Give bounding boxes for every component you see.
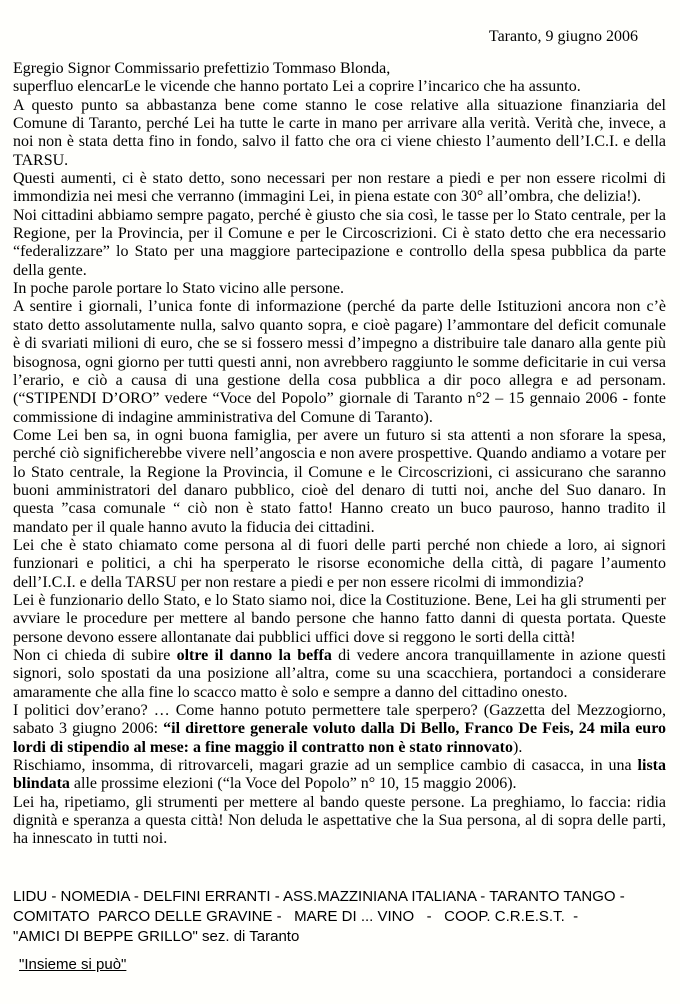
- text-run: Lei che è stato chiamato come persona al di fuori delle parti perché non chiede a loro, ai signori funzionari e politici, a chi ha sperperato le risorse economiche della città, di pagare l’aumento dell’I.C.I. e della TARSU per non restare a piedi e per non essere ricolmi di immondizia?: [13, 536, 666, 591]
- paragraph: [13, 794, 666, 849]
- organization-line: LIDU - NOMEDIA - DELFINI ERRANTI - ASS.MAZZINIANA ITALIANA - TARANTO TANGO -: [13, 887, 625, 905]
- bold-text-run: lista blindata: [13, 757, 666, 793]
- text-run: Egregio Signor Commissario prefettizio Tommaso Blonda,: [13, 60, 391, 77]
- paragraph: [13, 280, 666, 298]
- paragraph: [13, 207, 666, 280]
- paragraph: [13, 60, 666, 78]
- text-run: A questo punto sa abbastanza bene come stanno le cose relative alla situazione finanziaria del Comune di Taranto, perché Lei ha tutte le carte in mano per arrivare alla verità. Verità che, invece, a noi non è stata detta fino in fondo, salvo il fatto che ora ci viene chiesto l’aumento dell’I.C.I. e della TARSU.: [13, 96, 666, 169]
- text-run: ).: [512, 738, 523, 756]
- date-line: Taranto, 9 giugno 2006: [488, 28, 638, 45]
- text-run: Non ci chieda di subire: [13, 647, 177, 664]
- text-run: Lei è funzionario dello Stato, e lo Stato siamo noi, dice la Costituzione. Bene, Lei ha gli strumenti per avviare le procedure per mettere al bando persone che hanno fatto danni di questa portata. Queste persone devono essere allontanate dai pubblici uffici dove si reggono le sorti della città!: [13, 591, 666, 646]
- paragraph: [13, 170, 666, 207]
- footer-organizations: [13, 887, 666, 947]
- text-run: A sentire i giornali, l’unica fonte di informazione (perché da parte delle Istituzioni ancora non c’è stato detto assolutamente nulla, salvo quanto sopra, e cioè pagare) l’ammontare del deficit comunale è di svariati milioni di euro, che se si fossero messi d’impegno a distribuire tale danaro alla gente più bisognosa, ogni giorno per tutti questi anni, non avrebbero raggiunto le somme deficitarie in cui versa l’erario, e ciò a causa di una gestione della cosa pubblica a dir poco allegra e ad personam. (“STIPENDI D’ORO” vedere “Voce del Popolo” giornale di Taranto n°2 – 15 gennaio 2006 - fonte commissione di indagine amministrativa del Comune di Taranto).: [13, 298, 666, 426]
- text-run: alle prossime elezioni (“la Voce del Popolo” n° 10, 15 maggio 2006).: [69, 775, 517, 793]
- text-run: I politici dov’erano? … Come hanno potuto permettere tale sperpero? (Gazzetta del Mezzogiorno, sabato 3 giugno 2006:: [13, 702, 666, 738]
- paragraph: [13, 427, 666, 537]
- text-run: Lei ha, ripetiamo, gli strumenti per mettere al bando queste persone. La preghiamo, lo faccia: ridia dignità e speranza a questa città! Non deluda le aspettative che la Sua persona, al di sopra delle parti, ha innescato in tutti noi.: [13, 793, 666, 848]
- bold-text-run: oltre il danno la beffa: [176, 647, 332, 664]
- paragraph: [13, 702, 666, 757]
- text-run: Questi aumenti, ci è stato detto, sono necessari per non restare a piedi e per non essere ricolmi di immondizia nei mesi che verranno (immagini Lei, in piena estate con 30° all’ombra, che delizia!).: [13, 170, 666, 206]
- paragraph: [13, 592, 666, 647]
- paragraph: [13, 757, 666, 794]
- text-run: Noi cittadini abbiamo sempre pagato, perché è giusto che sia così, le tasse per lo Stato centrale, per la Regione, per la Provincia, per il Comune e per le Circoscrizioni. Ci è stato detto che era necessario “federalizzare” lo Stato per una maggiore partecipazione e controllo della spesa pubblica da parte della gente.: [13, 206, 666, 279]
- paragraph: [13, 647, 666, 702]
- organization-line: COMITATO PARCO DELLE GRAVINE - MARE DI ... VINO - COOP. C.R.E.S.T. -: [13, 907, 579, 925]
- paragraph: [13, 97, 666, 170]
- text-run: Rischiamo, insomma, di ritrovarceli, magari grazie ad un semplice cambio di casacca, in una: [13, 757, 638, 775]
- slogan-line: [13, 955, 666, 975]
- organization-line: "AMICI DI BEPPE GRILLO" sez. di Taranto: [13, 927, 300, 945]
- slogan-text: "Insieme si può": [19, 955, 127, 973]
- paragraph: [13, 537, 666, 592]
- bold-text-run: “il direttore generale voluto dalla Di Bello, Franco De Feis, 24 mila euro lordi di stipendio al mese: a fine maggio il contratto non è stato rinnovato: [13, 720, 667, 756]
- text-run: di vedere ancora tranquillamente in azione questi signori, solo spostati da una posizione all’altra, come su una scacchiera, portandoci a considerare amaramente che alla fine lo scacco matto è solo e sempre a danno del cittadino onesto.: [13, 647, 667, 701]
- paragraph: [13, 298, 666, 426]
- letter-body: [13, 60, 666, 849]
- text-run: superfluo elencarLe le vicende che hanno portato Lei a coprire l’incarico che ha assunto.: [13, 78, 581, 96]
- text-run: Come Lei ben sa, in ogni buona famiglia, per avere un futuro si sta attenti a non sforare la spesa, perché ciò significherebbe vivere nell’angoscia e non avere prospettive. Quando andiamo a votare per lo Stato centrale, la Regione la Provincia, il Comune e le Circoscrizioni, ci assicurano che saranno buoni amministratori del danaro pubblico, cioè del denaro di tutti noi, anche del Suo danaro. In questa ”casa comunale “ ciò non è stato fatto! Hanno creato un buco pauroso, hanno tradito il mandato per il quale hanno avuto la fiducia dei cittadini.: [13, 426, 666, 536]
- paragraph: [13, 78, 666, 96]
- text-run: In poche parole portare lo Stato vicino alle persone.: [13, 280, 344, 298]
